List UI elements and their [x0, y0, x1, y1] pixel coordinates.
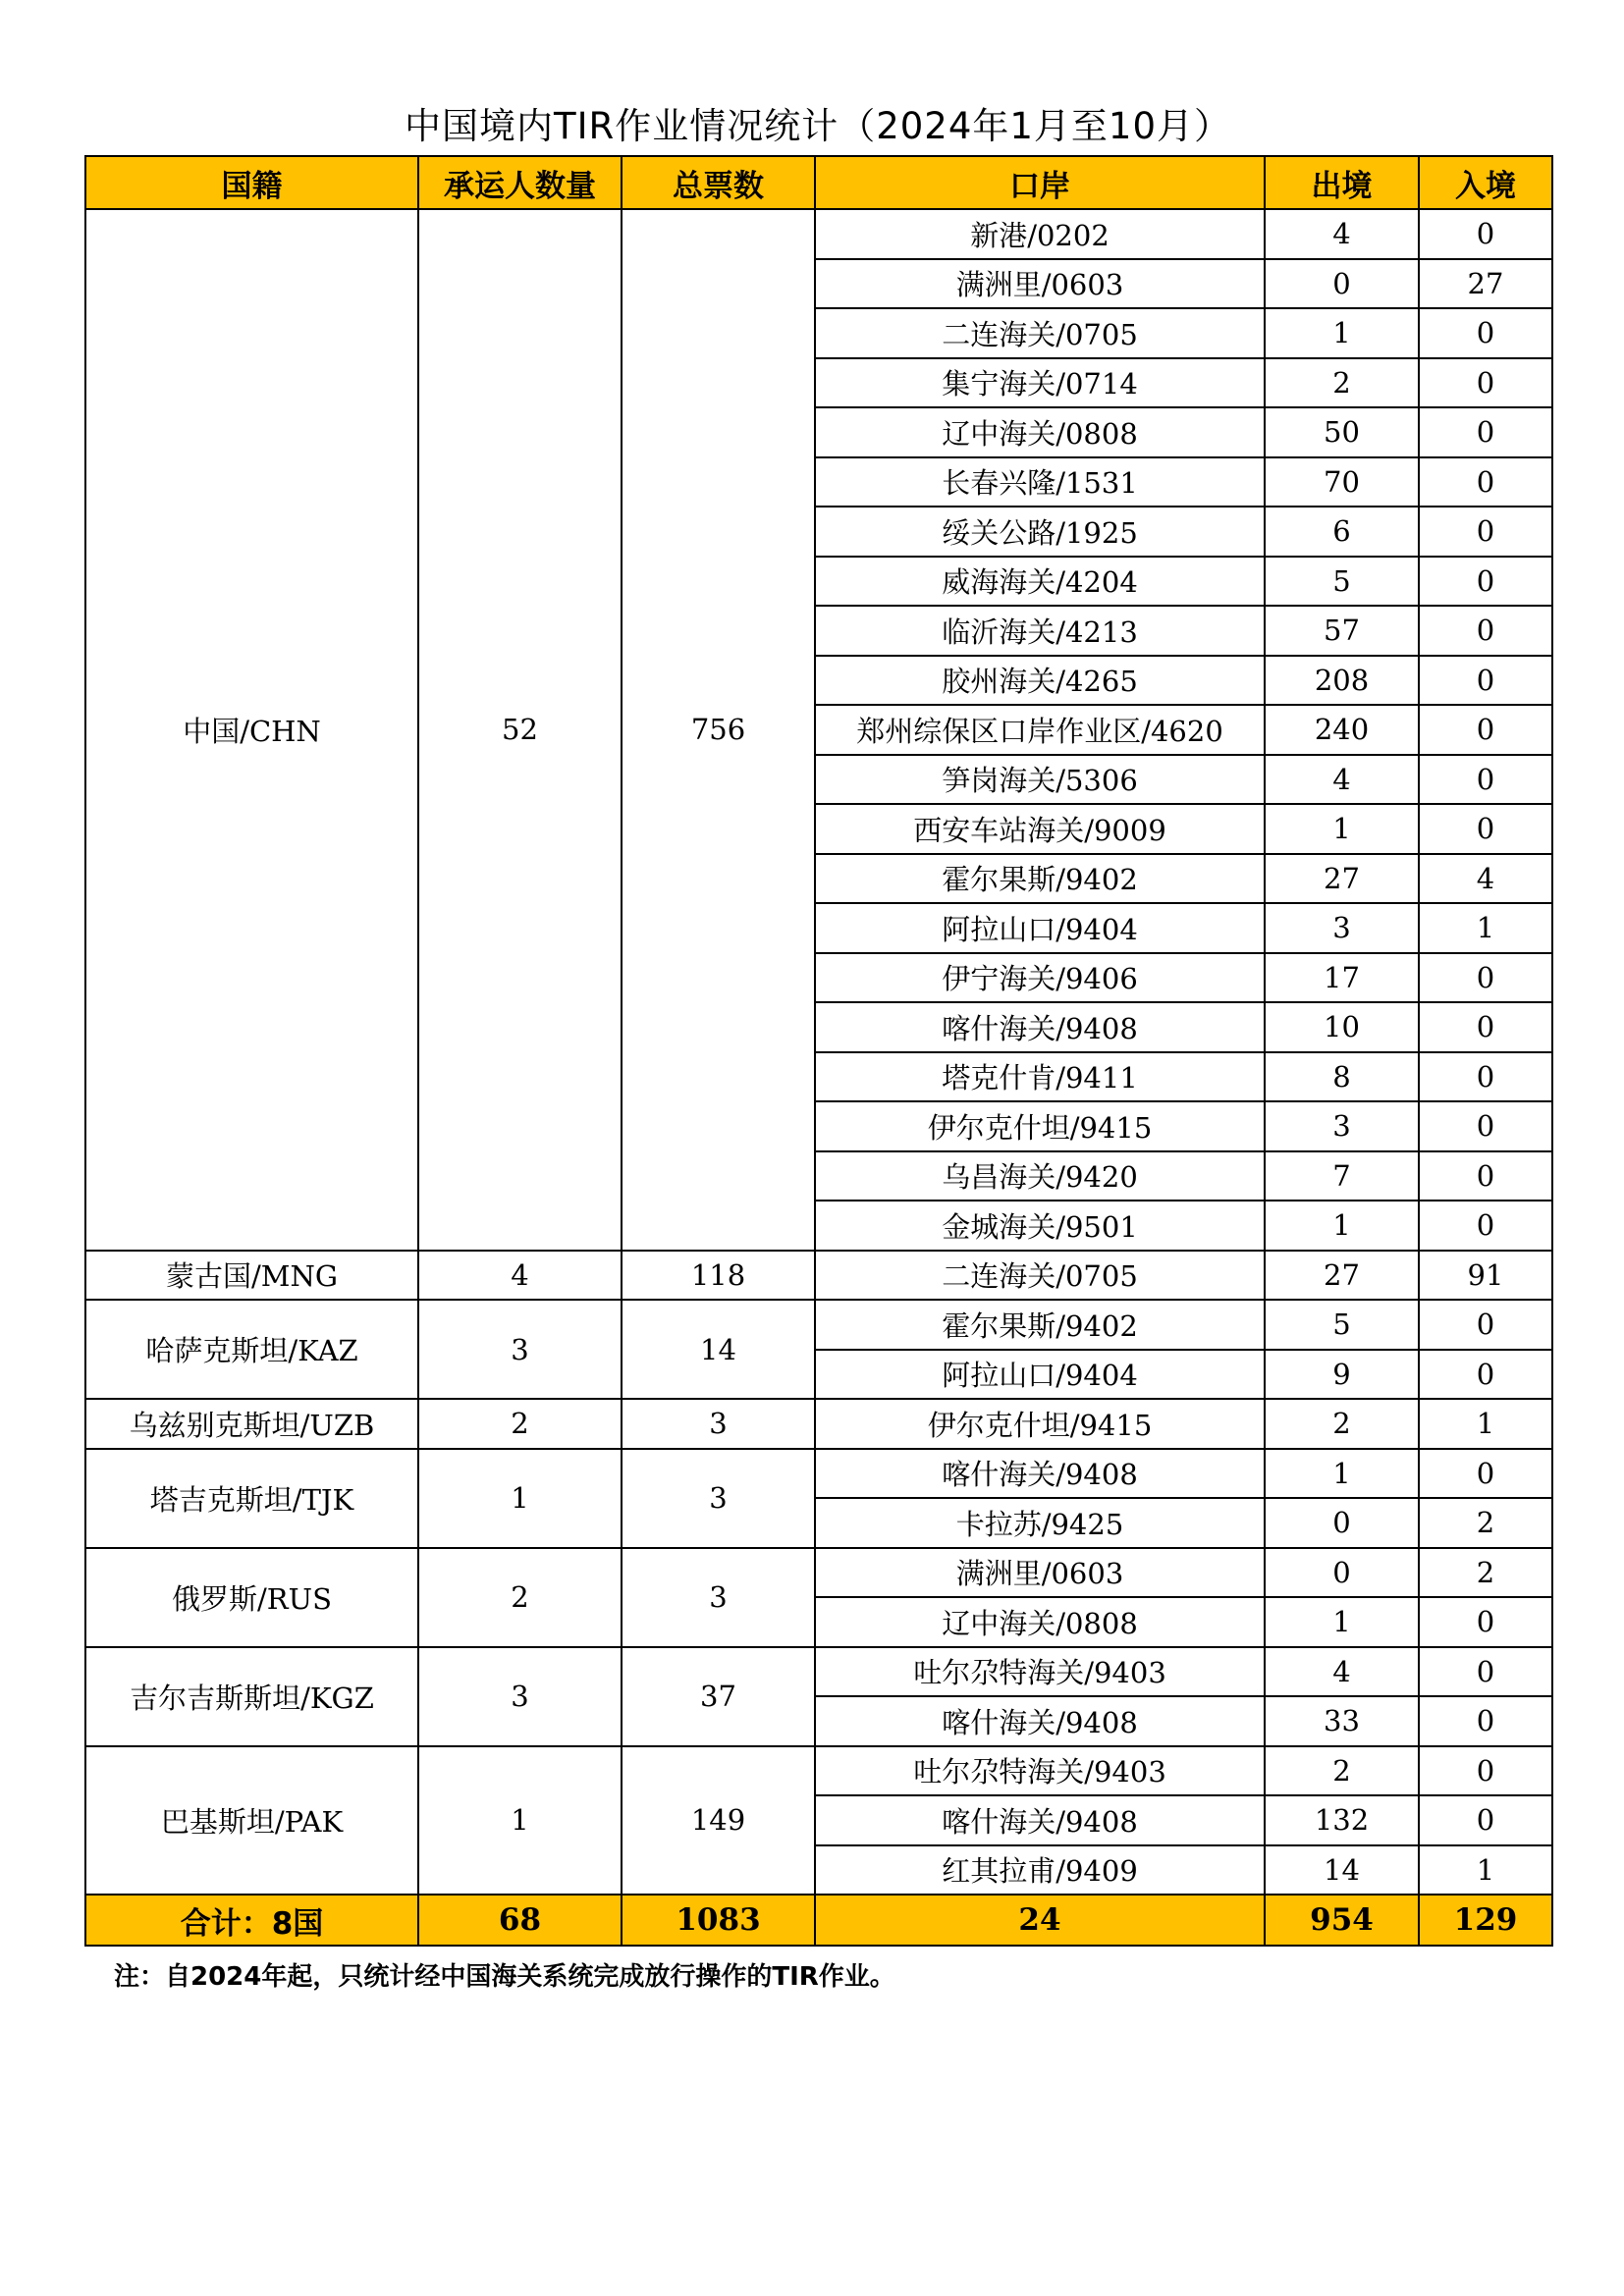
exit-cell: 4: [1265, 209, 1419, 259]
exit-cell: 0: [1265, 1548, 1419, 1598]
header-entry: 入境: [1419, 156, 1552, 209]
table-row: [85, 1746, 1552, 1796]
exit-cell: 0: [1265, 1498, 1419, 1548]
port-cell: 阿拉山口/9404: [815, 1350, 1265, 1400]
entry-cell: 0: [1419, 804, 1552, 854]
port-cell: 郑州综保区口岸作业区/4620: [815, 705, 1265, 755]
entry-cell: 0: [1419, 457, 1552, 507]
port-cell: 绥关公路/1925: [815, 507, 1265, 557]
exit-cell: 17: [1265, 953, 1419, 1003]
entry-cell: 0: [1419, 358, 1552, 408]
nationality-cell: 吉尔吉斯斯坦/KGZ: [85, 1647, 418, 1746]
port-cell: 二连海关/0705: [815, 308, 1265, 358]
entry-cell: 0: [1419, 557, 1552, 607]
total-ports: 24: [815, 1895, 1265, 1946]
port-cell: 霍尔果斯/9402: [815, 1300, 1265, 1350]
nationality-cell: 俄罗斯/RUS: [85, 1548, 418, 1647]
table-row: [85, 1300, 1552, 1350]
port-cell: 金城海关/9501: [815, 1201, 1265, 1251]
page-title: 中国境内TIR作业情况统计（2024年1月至10月）: [404, 105, 1231, 147]
header-row: [85, 156, 1552, 209]
entry-cell: 4: [1419, 854, 1552, 904]
port-cell: 辽中海关/0808: [815, 1597, 1265, 1647]
port-cell: 霍尔果斯/9402: [815, 854, 1265, 904]
entry-cell: 0: [1419, 606, 1552, 656]
exit-cell: 2: [1265, 1746, 1419, 1796]
table-row: [85, 1548, 1552, 1598]
carriers-cell: 4: [418, 1251, 622, 1301]
entry-cell: 0: [1419, 1449, 1552, 1499]
port-cell: 二连海关/0705: [815, 1251, 1265, 1301]
entry-cell: 0: [1419, 1101, 1552, 1151]
nationality-cell: 蒙古国/MNG: [85, 1251, 418, 1301]
port-cell: 威海海关/4204: [815, 557, 1265, 607]
total-tickets-cell: 3: [622, 1399, 815, 1449]
nationality-cell: 哈萨克斯坦/KAZ: [85, 1300, 418, 1399]
carriers-cell: 2: [418, 1548, 622, 1647]
exit-cell: 4: [1265, 1647, 1419, 1697]
total-entry: 129: [1419, 1895, 1552, 1946]
port-cell: 吐尔尕特海关/9403: [815, 1746, 1265, 1796]
total-carriers: 68: [418, 1895, 622, 1946]
port-cell: 喀什海关/9408: [815, 1696, 1265, 1746]
exit-cell: 2: [1265, 1399, 1419, 1449]
port-cell: 西安车站海关/9009: [815, 804, 1265, 854]
tir-statistics-table: [84, 155, 1553, 1947]
exit-cell: 5: [1265, 557, 1419, 607]
header-total-tickets: 总票数: [622, 156, 815, 209]
carriers-cell: 1: [418, 1449, 622, 1548]
entry-cell: 0: [1419, 1201, 1552, 1251]
exit-cell: 2: [1265, 358, 1419, 408]
total-tickets-cell: 118: [622, 1251, 815, 1301]
entry-cell: 0: [1419, 1746, 1552, 1796]
exit-cell: 10: [1265, 1002, 1419, 1052]
exit-cell: 27: [1265, 1251, 1419, 1301]
header-carriers: 承运人数量: [418, 156, 622, 209]
port-cell: 喀什海关/9408: [815, 1795, 1265, 1845]
exit-cell: 9: [1265, 1350, 1419, 1400]
exit-cell: 27: [1265, 854, 1419, 904]
exit-cell: 7: [1265, 1151, 1419, 1201]
total-tickets-cell: 3: [622, 1449, 815, 1548]
exit-cell: 50: [1265, 407, 1419, 457]
carriers-cell: 3: [418, 1300, 622, 1399]
port-cell: 卡拉苏/9425: [815, 1498, 1265, 1548]
port-cell: 乌昌海关/9420: [815, 1151, 1265, 1201]
carriers-cell: 3: [418, 1647, 622, 1746]
exit-cell: 1: [1265, 1449, 1419, 1499]
carriers-cell: 2: [418, 1399, 622, 1449]
table-row: [85, 1449, 1552, 1499]
nationality-cell: 巴基斯坦/PAK: [85, 1746, 418, 1896]
exit-cell: 1: [1265, 804, 1419, 854]
port-cell: 临沂海关/4213: [815, 606, 1265, 656]
port-cell: 辽中海关/0808: [815, 407, 1265, 457]
exit-cell: 132: [1265, 1795, 1419, 1845]
entry-cell: 0: [1419, 656, 1552, 706]
exit-cell: 33: [1265, 1696, 1419, 1746]
entry-cell: 0: [1419, 407, 1552, 457]
port-cell: 伊宁海关/9406: [815, 953, 1265, 1003]
port-cell: 新港/0202: [815, 209, 1265, 259]
exit-cell: 0: [1265, 259, 1419, 309]
port-cell: 喀什海关/9408: [815, 1449, 1265, 1499]
table-body: [85, 209, 1552, 1895]
exit-cell: 6: [1265, 507, 1419, 557]
entry-cell: 0: [1419, 1300, 1552, 1350]
table-row: [85, 1399, 1552, 1449]
exit-cell: 1: [1265, 1201, 1419, 1251]
entry-cell: 0: [1419, 1350, 1552, 1400]
port-cell: 笋岗海关/5306: [815, 755, 1265, 805]
table-row: [85, 209, 1552, 259]
entry-cell: 0: [1419, 953, 1552, 1003]
entry-cell: 0: [1419, 308, 1552, 358]
nationality-cell: 乌兹别克斯坦/UZB: [85, 1399, 418, 1449]
header-port: 口岸: [815, 156, 1265, 209]
port-cell: 红其拉甫/9409: [815, 1845, 1265, 1896]
entry-cell: 0: [1419, 755, 1552, 805]
port-cell: 喀什海关/9408: [815, 1002, 1265, 1052]
total-label: 合计：8国: [85, 1895, 418, 1946]
entry-cell: 0: [1419, 1597, 1552, 1647]
entry-cell: 0: [1419, 507, 1552, 557]
exit-cell: 5: [1265, 1300, 1419, 1350]
exit-cell: 57: [1265, 606, 1419, 656]
table-row: [85, 1647, 1552, 1697]
table-row: [85, 1251, 1552, 1301]
total-tickets-cell: 37: [622, 1647, 815, 1746]
port-cell: 伊尔克什坦/9415: [815, 1399, 1265, 1449]
entry-cell: 1: [1419, 1845, 1552, 1896]
port-cell: 伊尔克什坦/9415: [815, 1101, 1265, 1151]
entry-cell: 1: [1419, 903, 1552, 953]
port-cell: 满洲里/0603: [815, 259, 1265, 309]
entry-cell: 0: [1419, 1795, 1552, 1845]
exit-cell: 3: [1265, 1101, 1419, 1151]
port-cell: 阿拉山口/9404: [815, 903, 1265, 953]
entry-cell: 0: [1419, 1696, 1552, 1746]
entry-cell: 91: [1419, 1251, 1552, 1301]
exit-cell: 8: [1265, 1052, 1419, 1102]
nationality-cell: 塔吉克斯坦/TJK: [85, 1449, 418, 1548]
entry-cell: 1: [1419, 1399, 1552, 1449]
total-tickets-cell: 3: [622, 1548, 815, 1647]
total-tickets: 1083: [622, 1895, 815, 1946]
entry-cell: 0: [1419, 1151, 1552, 1201]
footnote: 注：自2024年起，只统计经中国海关系统完成放行操作的TIR作业。: [114, 1962, 895, 1992]
port-cell: 集宁海关/0714: [815, 358, 1265, 408]
entry-cell: 0: [1419, 1647, 1552, 1697]
entry-cell: 0: [1419, 1002, 1552, 1052]
nationality-cell: 中国/CHN: [85, 209, 418, 1251]
entry-cell: 2: [1419, 1498, 1552, 1548]
port-cell: 塔克什肯/9411: [815, 1052, 1265, 1102]
total-tickets-cell: 149: [622, 1746, 815, 1896]
exit-cell: 4: [1265, 755, 1419, 805]
carriers-cell: 1: [418, 1746, 622, 1896]
entry-cell: 0: [1419, 209, 1552, 259]
header-nationality: 国籍: [85, 156, 418, 209]
entry-cell: 2: [1419, 1548, 1552, 1598]
carriers-cell: 52: [418, 209, 622, 1251]
header-exit: 出境: [1265, 156, 1419, 209]
exit-cell: 240: [1265, 705, 1419, 755]
total-tickets-cell: 14: [622, 1300, 815, 1399]
exit-cell: 1: [1265, 308, 1419, 358]
total-row: [85, 1895, 1552, 1946]
entry-cell: 27: [1419, 259, 1552, 309]
port-cell: 胶州海关/4265: [815, 656, 1265, 706]
exit-cell: 208: [1265, 656, 1419, 706]
total-exit: 954: [1265, 1895, 1419, 1946]
port-cell: 长春兴隆/1531: [815, 457, 1265, 507]
entry-cell: 0: [1419, 1052, 1552, 1102]
entry-cell: 0: [1419, 705, 1552, 755]
total-tickets-cell: 756: [622, 209, 815, 1251]
exit-cell: 3: [1265, 903, 1419, 953]
exit-cell: 14: [1265, 1845, 1419, 1896]
port-cell: 吐尔尕特海关/9403: [815, 1647, 1265, 1697]
exit-cell: 1: [1265, 1597, 1419, 1647]
port-cell: 满洲里/0603: [815, 1548, 1265, 1598]
exit-cell: 70: [1265, 457, 1419, 507]
